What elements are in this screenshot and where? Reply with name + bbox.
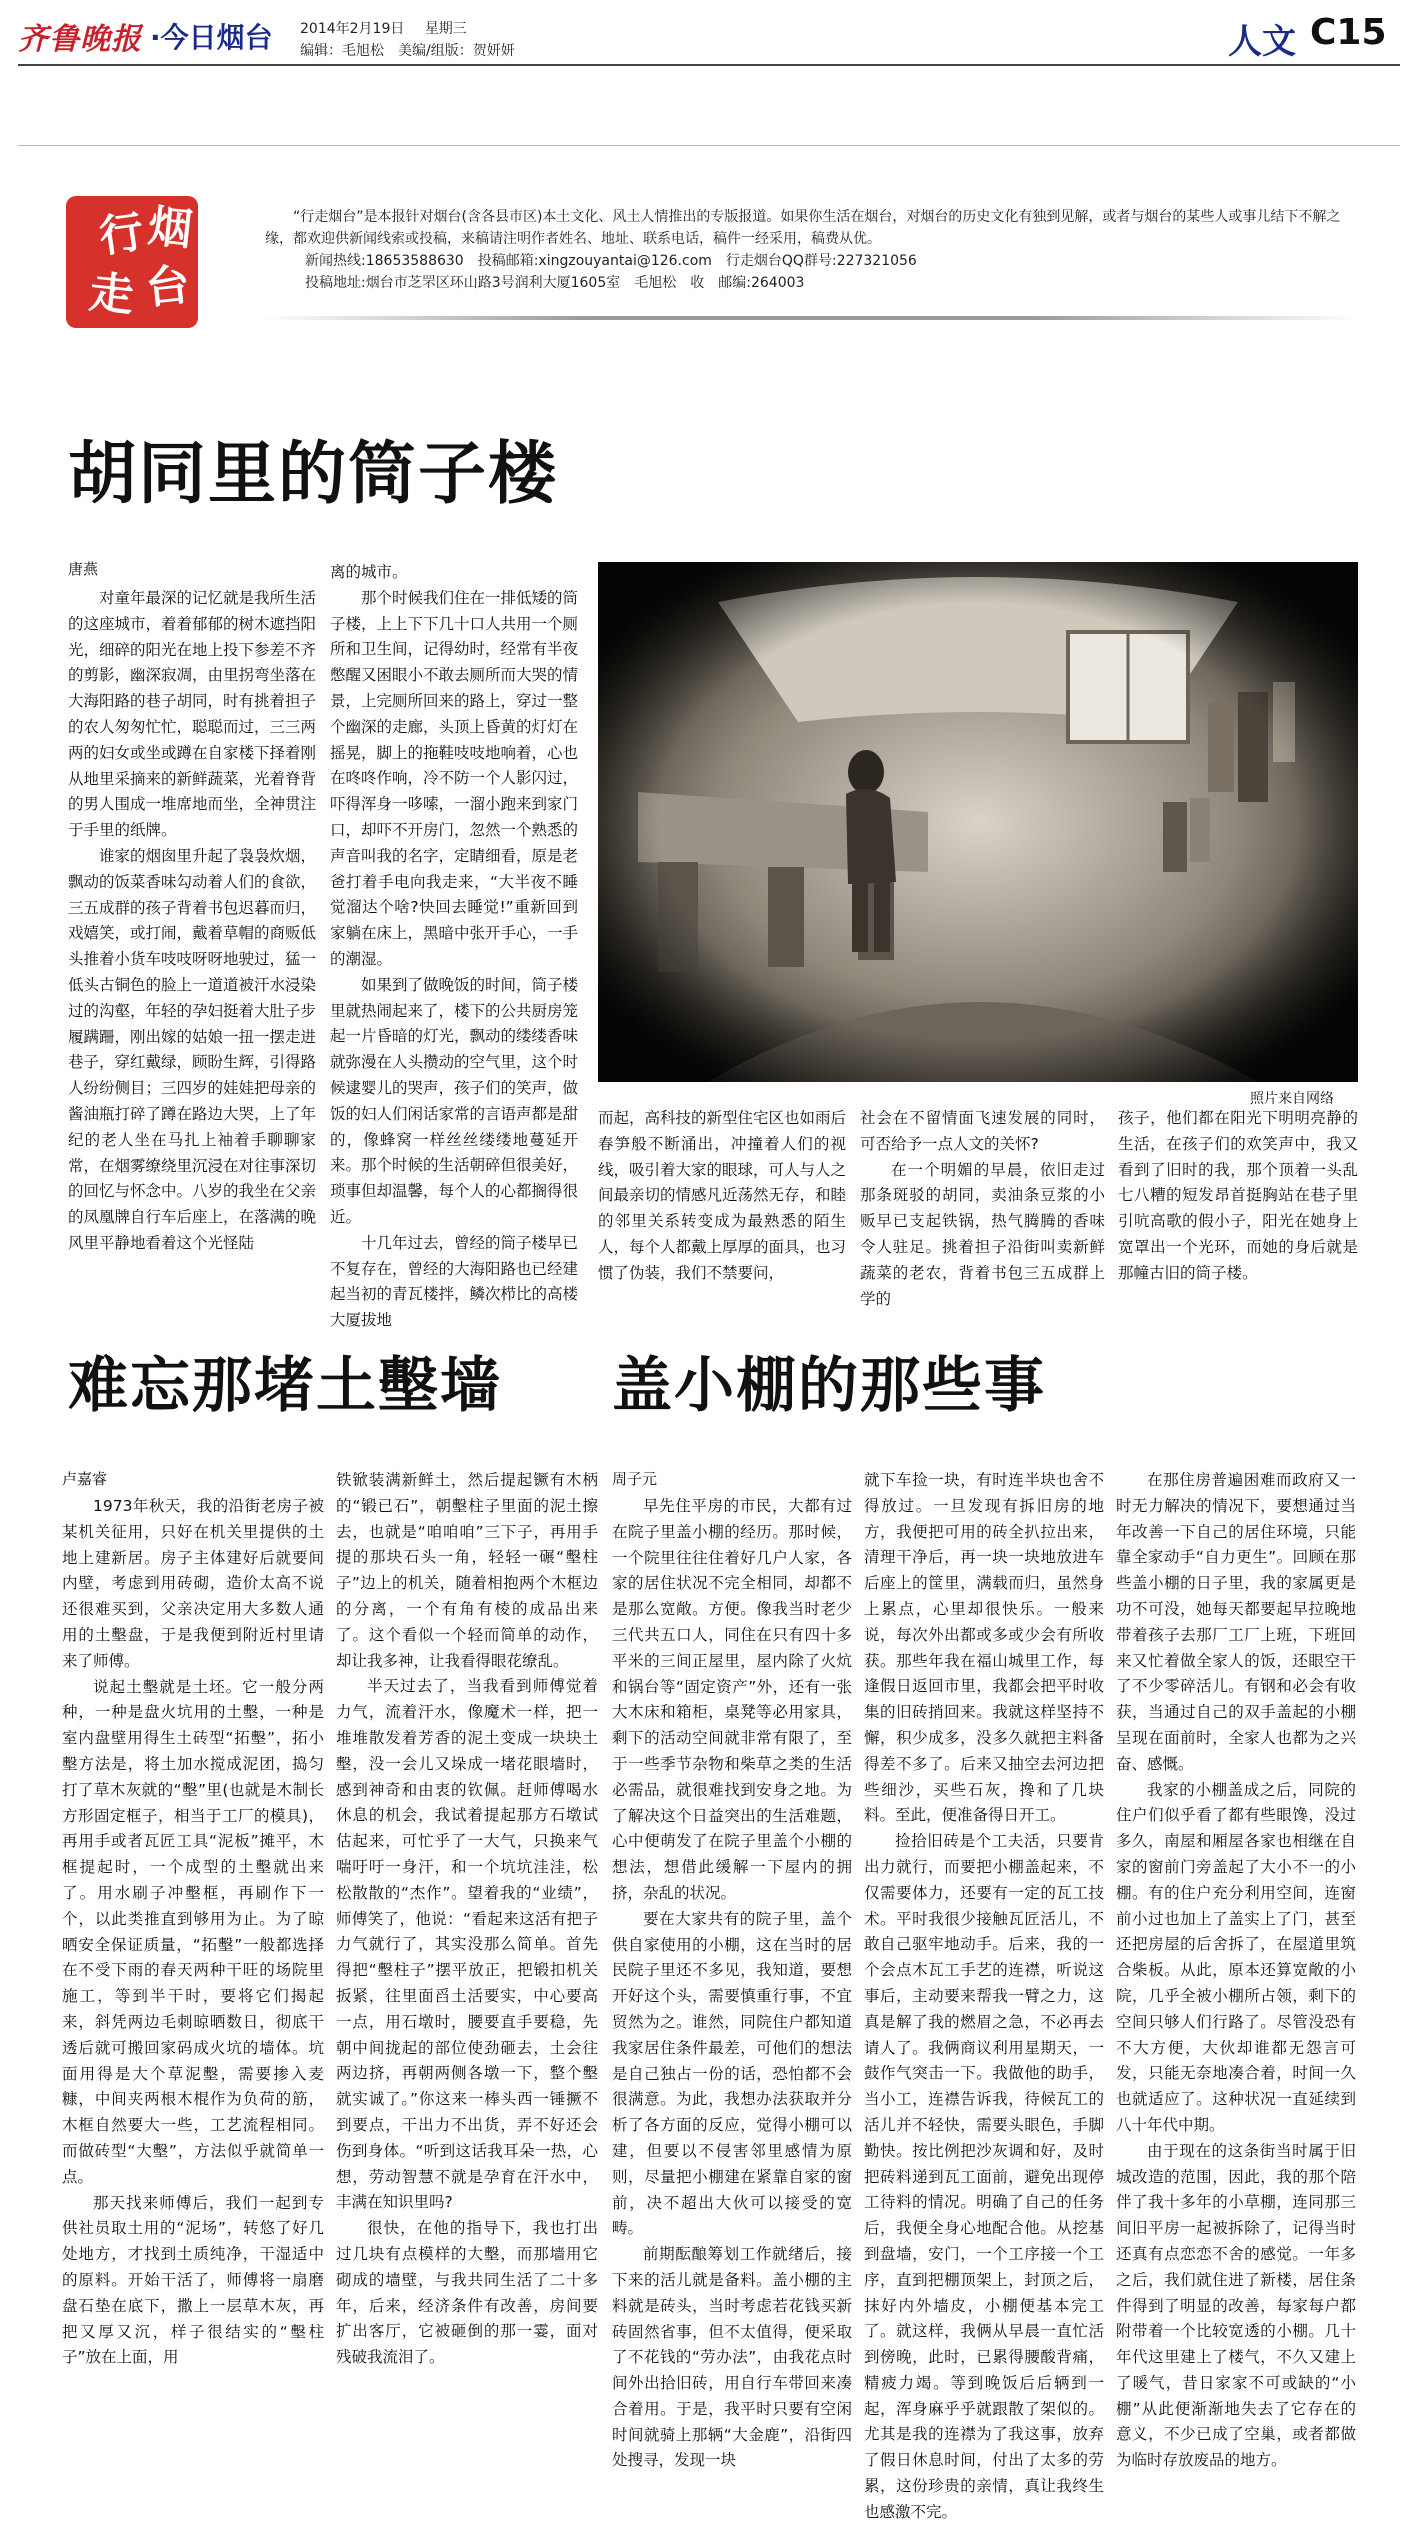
paragraph: 要在大家共有的院子里，盖个供自家使用的小棚，这在当时的居民院子里还不多见，我知道，要想开好这个头，需要慎重行事，不宜贸然为之。谁然，同院住户都知道我家居住条件最差，可他们的想法是自己独占一份的话，恐怕都不会很满意。为此，我想办法获取并分析了各方面的反应，觉得小棚可以建，但要以不侵害邻里感情为原则，尽量把小棚建在紧靠自家的窗前，决不超出大伙可以接受的宽畴。 — [612, 1909, 852, 2238]
paragraph: 而起，高科技的新型住宅区也如雨后春笋般不断涌出，冲撞着人们的视线，吸引着大家的眼球，可人与人之间最亲切的情感凡近荡然无存，和睦的邻里关系转变成为最熟悉的陌生人，每个人都戴上厚厚的面具，也习惯了伪装，我们不禁要问， — [598, 1109, 847, 1282]
logo-seal-icon — [62, 190, 212, 340]
article3-title: 盖小棚的那些事 — [612, 1351, 1046, 1421]
intro-text: “行走烟台”是本报针对烟台(含各县市区)本土文化、风土人情推出的专版报道。如果你生活在烟台，对烟台的历史文化有独到见解，或者与烟台的某些人或事儿结下不解之缘，都欢迎供新闻线索或投稿，来稿请注明作者姓名、地址、联系电话，稿件一经采用，稿费从优。 — [265, 209, 1341, 247]
issue-date — [300, 18, 467, 38]
page-number: C15 — [1310, 12, 1387, 53]
paragraph: 早先住平房的市民，大都有过在院子里盖小棚的经历。那时候，一个院里往往住着好几户人家，各家的居住状况不完全相同，却都不是那么宽敞。方便。像我当时老少三代共五口人，同住在只有四十多平米的三间正屋里，屋内除了火炕和锅台等“固定资产”外，还有一张大木床和箱柜，桌凳等必用家具，剩下的活动空间就非常有限了，至于一些季节杂物和柴草之类的生活必需品，就很难找到安身之地。为了解决这个日益突出的生活难题，心中便萌发了在院子里盖个小棚的想法，想借此缓解一下屋内的拥挤，杂乱的状况。 — [612, 1497, 852, 1902]
article3-col3 — [1116, 1468, 1356, 2470]
paragraph: 十几年过去，曾经的筒子楼早已不复存在，曾经的大海阳路也已经建起当初的青瓦楼拌，鳞次栉比的高楼大厦拔地 — [330, 1233, 579, 1330]
article1-title: 胡同里的筒子楼 — [68, 435, 559, 514]
masthead — [0, 0, 1417, 80]
paragraph: 在那住房普遍困难而政府又一时无力解决的情况下，要想通过当年改善一下自己的居住环境，只能靠全家动手“自力更生”。回顾在那些盖小棚的日子里，我的家属更是功不可没，她每天都要起早拉晚地带着孩子去那厂工厂上班，下班回来又忙着做全家人的饭，还眼空干了不少零碎活儿。有钢和必会有收获，当通过自己的双手盖起的小棚呈现在面前时，全家人也都为之兴奋、感慨。 — [1116, 1471, 1356, 1773]
paper-name: 齐鲁晚报 — [18, 22, 142, 57]
article2-title: 难忘那堵土墼墙 — [68, 1351, 502, 1421]
paragraph: 捡拾旧砖是个工夫活，只要肯出力就行，而要把小棚盖起来，不仅需要体力，还要有一定的瓦工技术。平时我很少接触瓦匠活儿，不敢自己驱牢地动手。后来，我的一个会点木瓦工手艺的连襟，听说这事后，主动要来帮我一臂之力，这真是解了我的燃眉之急，不必再去请人了。我俩商议利用星期天，一鼓作气突击一下。我做他的助手，当小工，连襟告诉我，待候瓦工的活儿并不轻快，需要头眼色，手脚勤快。按比例把沙灰调和好，及时把砖料递到瓦工面前，避免出现停工待料的情况。明确了自己的任务后，我便全身心地配合他。从挖基到盘墙，安门，一个工序接一个工序，直到把棚顶架上，封顶之后，抹好内外墙皮，小棚便基本完工了。就这样，我俩从早晨一直忙活到傍晚，此时，已累得腰酸背痛，精疲力竭。等到晚饭后后辆到一起，浑身麻乎乎就跟散了架似的。尤其是我的连襟为了我这事，放弃了假日休息时间，付出了太多的劳累，这份珍贵的亲情，真让我终生也感激不完。 — [864, 1832, 1104, 2521]
paragraph: 离的城市。 — [330, 563, 408, 581]
weekday-text: 星期三 — [424, 21, 467, 37]
paragraph: 对童年最深的记忆就是我所生活的这座城市，着着郁郁的树木遮挡阳光，细碎的阳光在地上投下参差不齐的剪影，幽深寂凋，由里拐弯坐落在大海阳路的巷子胡同，时有挑着担子的农人匆匆忙忙，聪聪而过，三三两两的妇女或坐或蹲在自家楼下择着刚从地里采摘来的新鲜蔬菜，光着脊背的男人围成一堆席地而坐，全神贯注于手里的纸牌。 — [68, 589, 317, 840]
paragraph: 由于现在的这条街当时属于旧城改造的范围，因此，我的那个陪伴了我十多年的小草棚，连同那三间旧平房一起被拆除了，记得当时还真有点恋恋不舍的感觉。一年多之后，我们就住进了新楼，居住条件得到了明显的改善，每家每户都附带着一个比较宽透的小棚。几十年代这里建上了楼气，不久又建上了暖气，昔日家家不可或缺的“小棚”从此便渐渐地失去了它存在的意义，不少已成了空巢，或者都做为临时存放废品的地方。 — [1116, 2141, 1356, 2470]
article3-author: 周子元 — [612, 1470, 658, 1488]
article2-author: 卢嘉睿 — [62, 1470, 108, 1488]
paragraph: 谁家的烟囱里升起了袅袅炊烟，飘动的饭菜香味勾动着人们的食欲，三五成群的孩子背着书包迟暮而归，戏嬉笑，或打闹，戴着草帽的商贩低头推着小货车吱吱呀呀地驶过，猛一低头古铜色的脸上一道道被汗水浸染过的沟壑，年轻的孕妇挺着大肚子步履蹒跚，刚出嫁的姑娘一扭一摆走进巷子，穿红戴绿，顾盼生辉，引得路人纷纷侧目；三四岁的娃娃把母亲的酱油瓶打碎了蹲在路边大哭，上了年纪的老人坐在马扎上袖着手聊聊家常，在烟雾缭绕里沉浸在对往事深切的回忆与怀念中。八岁的我坐在父亲的凤凰牌自行车后座上，在落满的晚风里平静地看着这个光怪陆 — [68, 846, 317, 1252]
article3-col2 — [864, 1468, 1104, 2521]
paragraph: 社会在不留情面飞速发展的同时，可否给予一点人文的关怀? — [860, 1109, 1105, 1153]
article1-col3 — [598, 1106, 847, 1282]
article1-col2 — [330, 560, 579, 1330]
paragraph: 很快，在他的指导下，我也打出过几块有点模样的大墼，而那墙用它砌成的墙壁，与我共同生活了二十多年，后来，经济条件有改善，房间要扩出客厅，它被砸倒的那一霎，面对残破我流泪了。 — [336, 2219, 598, 2367]
article3-col1 — [612, 1494, 852, 2470]
intro-address: 投稿地址:烟台市芝罘区环山路3号润利大厦1605室 毛旭松 收 邮编:264003 — [305, 275, 805, 291]
svg-text:走: 走 — [87, 266, 137, 323]
paragraph: 那个时候我们住在一排低矮的筒子楼，上上下下几十口人共用一个厕所和卫生间，记得幼时，经常有半夜憋醒又困眼小不敢去厕所而大哭的情景，上完厕所回来的路上，穿过一整个幽深的走廊，头顶上昏黄的灯灯在摇晃，脚上的拖鞋吱吱地响着，心也在咚咚作响，冷不防一个人影闪过，吓得浑身一哆嗦，一溜小跑来到家门口，却吓不开房门，忽然一个熟悉的声音叫我的名字，定睛细看，原是老爸打着手电向我走来，“大半夜不睡觉溜达个啥?快回去睡觉!”重新回到家躺在床上，黑暗中张开手心，一手的潮湿。 — [330, 588, 579, 968]
column-intro — [265, 206, 1345, 294]
masthead-rule — [18, 64, 1400, 66]
paragraph: 就下车捡一块，有时连半块也舍不得放过。一旦发现有拆旧房的地方，我便把可用的砖全扒拉出来，清理干净后，再一块一块地放进车后座上的筐里，满载而归，虽然身上累点，心里却很快乐。一般来说，每次外出都或多或少会有所收获。那些年我在福山城里工作，每逢假日返回市里，我都会把平时收集的旧砖捎回来。我就这样坚持不懈，积少成多，没多久就把主料备得差不多了。后来又抽空去河边把些细沙，买些石灰，搀和了几块料。至此，便准备得日开工。 — [864, 1471, 1104, 1825]
date-text: 2014年2月19日 — [300, 21, 405, 37]
article1-author: 唐燕 — [68, 560, 99, 578]
paragraph: 在一个明媚的早晨，依旧走过那条斑驳的胡同，卖油条豆浆的小贩早已支起铁锅，热气腾腾的香味令人驻足。挑着担子沿街叫卖新鲜蔬菜的老农，背着书包三五成群上学的 — [860, 1160, 1105, 1308]
paragraph: 我家的小棚盖成之后，同院的住户们似乎看了都有些眼馋，没过多久，南屋和厢屋各家也相继在自家的窗前门旁盖起了大小不一的小棚。有的住户充分利用空间，连窗前小过也加上了盖实上了门，甚至还把房屋的后舍拆了，在屋道里筑合柴板。从此，原本还算宽敞的小院，几乎全被小棚所占领，剩下的空间只够人们行路了。尽管没恐有不大方便，大伙却谁都无怨言可发，只能无奈地凑合着，时间一久也就适应了。这种状况一直延续到八十年代中期。 — [1116, 1780, 1356, 2134]
photo-caption: 照片来自网络 — [1250, 1091, 1334, 1107]
section-name: ·今日烟台 — [150, 21, 273, 54]
article1-col5 — [1118, 1106, 1358, 1282]
paragraph: 前期酝酿筹划工作就绪后，接下来的活儿就是备料。盖小棚的主料就是砖头，当时考虑若花钱买新砖固然省事，但不太值得，便采取了不花钱的“劳办法”，由我花点时间外出拾旧砖，用自行车带回来凑合着用。于是，我平时只要有空闲时间就骑上那辆“大金鹿”，沿街四处搜寻，发现一块 — [612, 2245, 852, 2470]
article2-col1 — [62, 1494, 324, 2367]
paragraph: 如果到了做晚饭的时间，筒子楼里就热闹起来了，楼下的公共厨房笼起一片昏暗的灯光，飘动的缕缕香味就弥漫在人头攒动的空气里，这个时候逮婴儿的哭声，孩子们的笑声，做饭的妇人们闲话家常的言语声都是甜的，像蜂窝一样丝丝缕缕地蔓延开来。那个时候的生活朝碎但很美好，琐事但却温馨，每个人的心都搁得很近。 — [330, 975, 579, 1226]
corridor-photo-image — [598, 562, 1358, 1082]
article1-col4 — [860, 1106, 1105, 1308]
article1-col1 — [68, 586, 317, 1252]
paragraph: 那天找来师傅后，我们一起到专供社员取土用的“泥场”，转悠了好几处地方，才找到土质纯净，干湿适中的原料。开始干活了，师傅将一扇磨盘石垫在底下，撒上一层草木灰，再把又厚又沉，样子很结实的“墼柱子”放在上面，用 — [62, 2193, 324, 2367]
paragraph: 说起土墼就是土坯。它一般分两种，一种是盘火坑用的土墼，一种是室内盘壁用得生土砖型“拓墼”，拓小墼方法是，将土加水搅成泥团，捣匀打了草木灰就的“墼”里(也就是木制长方形固定框子，相当于工厂的模具)，再用手或者瓦匠工具“泥板”摊平，木框提起时，一个成型的土墼就出来了。用水刷子冲墼框，再刷作下一个，以此类推直到够用为止。为了晾晒安全保证质量，“拓墼”一般都选择在不受下雨的春天两种干旺的场院里施工，等到半干时，要将它们揭起来，斜凭两边毛刺晾晒数日，彻底干透后就可搬回家码成火坑的墙体。坑面用得是大个草泥墼，需要掺入麦糠，中间夹两根木棍作为负荷的筋，木框自然要大一些，工艺流程相同。而做砖型“大墼”，方法似乎就简单一点。 — [62, 1677, 324, 2186]
svg-text:行: 行 — [96, 206, 147, 264]
column-logo — [62, 190, 212, 340]
page-category: 人文 — [1228, 22, 1296, 62]
article2-col2 — [336, 1468, 598, 2367]
svg-text:台: 台 — [143, 259, 193, 315]
svg-text:烟: 烟 — [145, 200, 195, 257]
paragraph: 1973年秋天，我的沿街老房子被某机关征用，只好在机关里提供的土地上建新居。房子主体建好后就要间内壁，考虑到用砖砌，造价太高不说还很难买到，父亲决定用大多数人通用的土墼盘，于是我便到附近村里请来了师傅。 — [62, 1497, 324, 1670]
intro-hotline: 新闻热线:18653588630 投稿邮箱:xingzouyantai@126.com 行走烟台QQ群号:227321056 — [305, 253, 917, 269]
article1-photo — [598, 562, 1358, 1082]
paragraph: 铁锨装满新鲜土，然后提起镢有木柄的“锻已石”，朝墼柱子里面的泥土擦去，也就是“咱咱咱”三下子，再用手提的那块石头一角，轻轻一碾“墼柱子”边上的机关，随着相抱两个木框边的分离，一个有角有棱的成品出来了。这个看似一个轻而简单的动作，却让我多神，让我看得眼花缭乱。 — [336, 1471, 598, 1670]
paragraph: 半天过去了，当我看到师傅觉着力气，流着汗水，像魔术一样，把一堆堆散发着芳香的泥土变成一块块土墼，没一会儿又垛成一堵花眼墙时，感到神奇和由衷的钦佩。赶师傅喝水休息的机会，我试着提起那方石墩试估起来，可忙乎了一大气，只换来气喘吁吁一身汗，和一个坑坑洼洼，松松散散的“杰作”。望着我的“业绩”，师傅笑了，他说：“看起来这活有把子力气就行了，其实没那么简单。首先得把“墼柱子”摆平放正，把锻扣机关扳紧，往里面舀土活要实，中心要高一点，用石墩时，腰要直手要稳，先朝中间拢起的部位使劲砸去，土会往两边挤，再朝两侧各墩一下，整个墼就实诚了。”你这来一棒头西一锤撅不到要点，干出力不出货，弄不好还会伤到身体。“听到这话我耳朵一热，心想，劳动智慧不就是孕育在汗水中，丰满在知识里吗? — [336, 1677, 598, 2212]
editors-line: 编辑：毛旭松 美编/组版：贺妍妍 — [300, 43, 515, 59]
top-separator — [18, 145, 1400, 146]
paragraph: 孩子，他们都在阳光下明明亮静的生活，在孩子们的欢笑声中，我又看到了旧时的我，那个顶着一头乱七八糟的短发昂首挺胸站在巷子里引吭高歌的假小子，阳光在她身上宽罩出一个光环，而她的身后就是那幢古旧的筒子楼。 — [1118, 1109, 1358, 1282]
decorative-rule — [260, 316, 1360, 320]
